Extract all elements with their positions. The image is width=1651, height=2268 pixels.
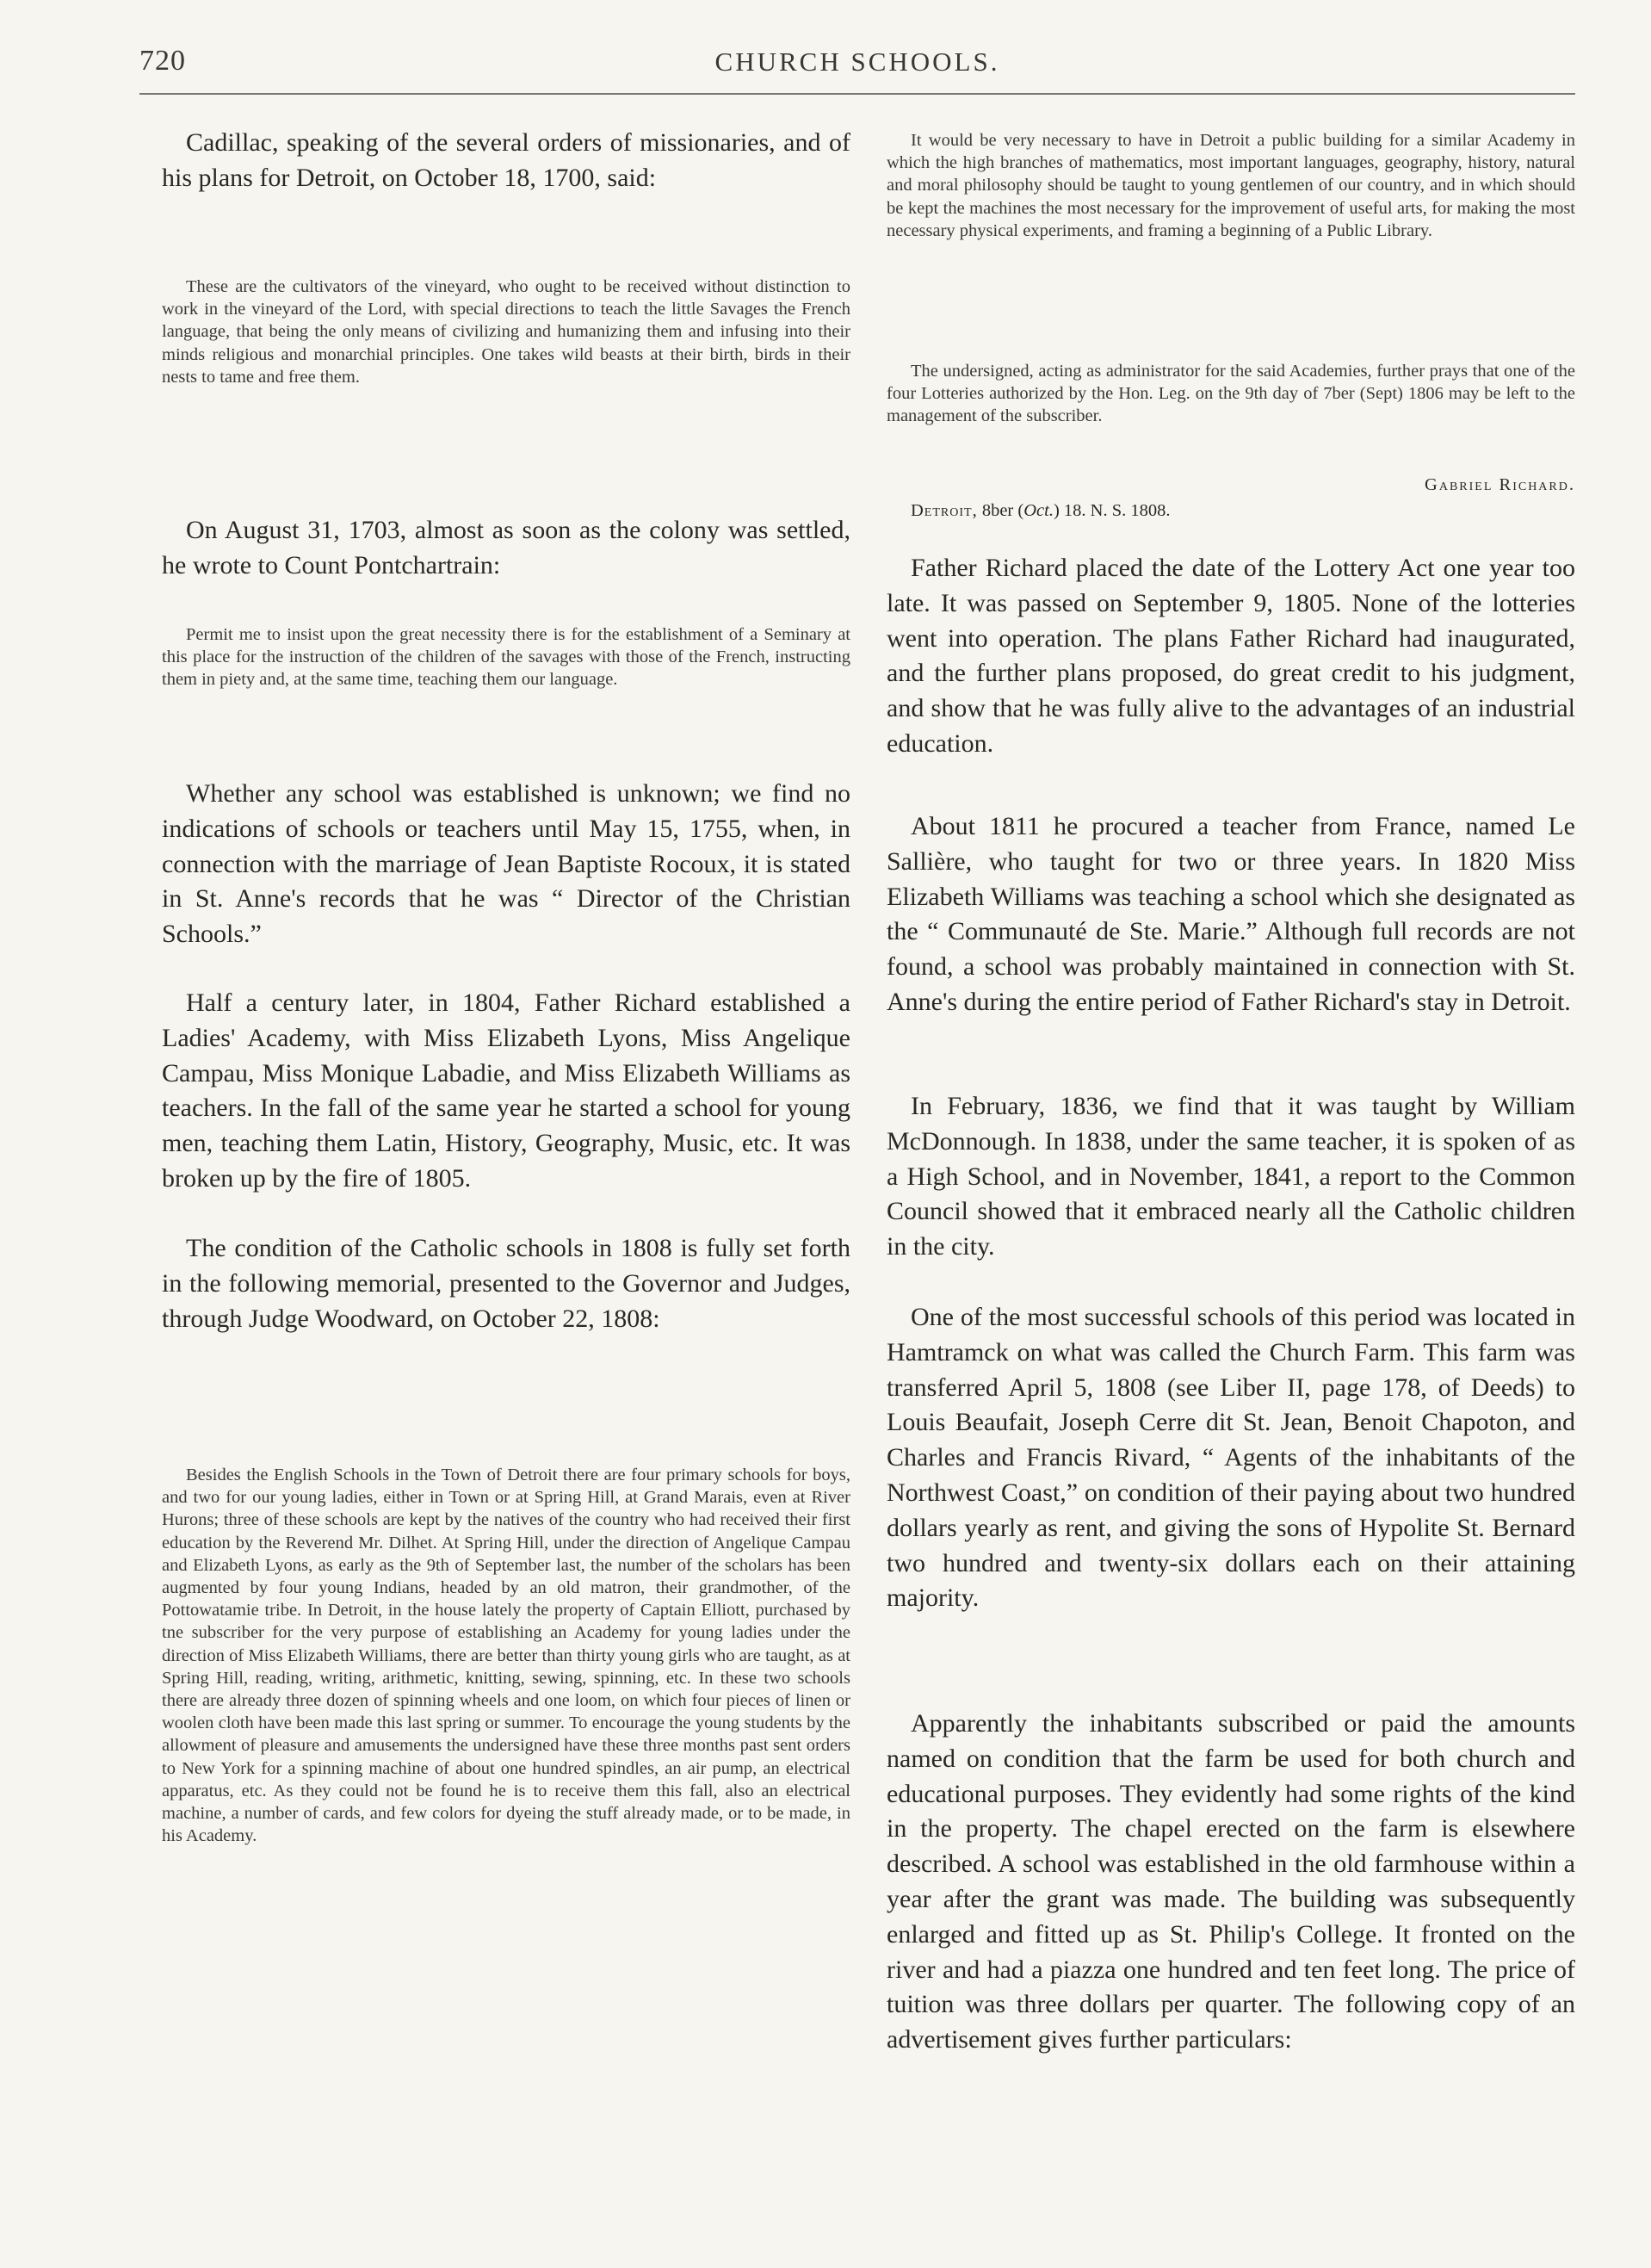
paragraph-lottery-act: Father Richard placed the date of the Lottery Act one year too late. It was passed on September 9, 1805. None of the lotteries went into operation. The plans Father Richard had inaugurated, and the further plans proposed, do great credit to his judgment, and show that he was fully alive to the advantages of an industrial education.	[887, 554, 1575, 758]
paragraph-church-farm: One of the most successful schools of this period was located in Hamtramck on what was called the Church Farm. This farm was transferred April 5, 1808 (see Liber II, page 178, of Deeds) to Louis Beaufait, Joseph Cerre dit St. Jean, Benoit Chapoton, and Charles and Francis Rivard, “ Agents of the inhabitants of the Northwest Coast,” on condition of their paying about two hundred dollars yearly as rent, and giving the sons of Hypolite St. Bernard two hundred and twenty-six dollars each on their attaining majority.	[887, 1303, 1575, 1613]
paragraph-mcdonnough: In February, 1836, we find that it was taught by William McDonnough. In 1838, under the same teacher, it is spoken of as a High School, and in November, 1841, a report to the Common Council showed that it embraced nearly all the Catholic children in the city.	[887, 1092, 1575, 1261]
quote-memorial: Besides the English Schools in the Town of Detroit there are four primary schools for boys, and two for our young ladies, either in Town or at Spring Hill, at Grand Marais, even at River Hurons; three of these schools are kept by the natives of the country who had received their first education by the Reverend Mr. Dilhet. At Spring Hill, under the direction of Angelique Campau and Elizabeth Lyons, as early as the 9th of September last, the number of the scholars has been augmented by four young Indians, headed by an old matron, their grandmother, of the Pottowatamie tribe. In Detroit, in the house lately the property of Captain Elliott, purchased by tne subscriber for the very purpose of establishing an Academy for young ladies under the direction of Miss Elizabeth Williams, there are better than thirty young girls who are taught, as at Spring Hill, reading, writing, arithmetic, knitting, sewing, spinning, etc. In these two schools there are already three dozen of spinning wheels and one loom, on which four pieces of linen or woolen cloth have been made this last spring or summer. To encourage the young students by the allowment of pleasure and amusements the undersigned have these three months past sent orders to New York for a spinning machine of about one hundred spindles, an air pump, an electrical apparatus, etc. As they could not be found he is to receive them this fall, also an electrical machine, a number of cards, and few colors for dyeing the stuff already made, or to be made, in his Academy.	[162, 1466, 850, 1846]
quote-lotteries: The undersigned, acting as administrator for the said Academies, further prays that one of the four Lotteries authorized by the Hon. Leg. on the 9th day of 7ber (Sept) 1806 may be left to the management of the subscriber.	[887, 362, 1575, 426]
running-head: CHURCH SCHOOLS.	[714, 46, 1000, 77]
page-header	[139, 45, 1575, 79]
header-rule	[139, 93, 1575, 95]
signature: Gabriel Richard.	[1425, 475, 1575, 494]
quote-public-building: It would be very necessary to have in Detroit a public building for a similar Academy in which the high branches of mathematics, most important languages, geography, history, natural and moral philosophy should be taught to young gentlemen of our country, and in which should be kept the machines the most necessary for the improvement of useful arts, for making the most necessary physical experiments, and framing a beginning of a Public Library.	[887, 131, 1575, 240]
paragraph-memorial-intro: The condition of the Catholic schools in 1808 is fully set forth in the following memorial, presented to the Governor and Judges, through Judge Woodward, on October 22, 1808:	[162, 1234, 850, 1333]
quote-seminary: Permit me to insist upon the great necessity there is for the establishment of a Seminary at this place for the instruction of the children of the savages with those of the French, instructing them in piety and, at the same time, teaching them our language.	[162, 625, 850, 690]
paragraph-ladies-academy: Half a century later, in 1804, Father Richard established a Ladies' Academy, with Miss Elizabeth Lyons, Miss Angelique Campau, Miss Monique Labadie, and Miss Elizabeth Williams as teachers. In the fall of the same year he started a school for young men, teaching them Latin, History, Geography, Music, etc. It was broken up by the fire of 1805.	[162, 988, 850, 1193]
dateline-date-a: 8ber (	[977, 501, 1024, 520]
paragraph-rocoux: Whether any school was established is unknown; we find no indications of schools or teachers until May 15, 1755, when, in connection with the marriage of Jean Baptiste Rocoux, it is stated in St. Anne's records that he was “ Director of the Christian Schools.”	[162, 779, 850, 949]
dateline-month: Oct.	[1023, 501, 1054, 520]
quote-cadillac: These are the cultivators of the vineyard, who ought to be received without distinction to work in the vineyard of the Lord, with special directions to teach the little Savages the French language, that being the only means of civilizing and humanizing them and infusing into their minds religious and monarchial principles. One takes wild beasts at their birth, birds in their nests to tame and free them.	[162, 277, 850, 387]
paragraph-cadillac: Cadillac, speaking of the several orders of missionaries, and of his plans for Detroit, on October 18, 1700, said:	[162, 128, 850, 192]
paragraph-st-philips-college: Apparently the inhabitants subscribed or paid the amounts named on condition that the farm be used for both church and educational purposes. They evidently had some rights of the kind in the property. The chapel erected on the farm is elsewhere described. A school was established in the old farmhouse within a year after the grant was made. The building was subsequently enlarged and fitted up as St. Philip's College. It fronted on the river and had a piazza one hundred and ten feet long. The price of tuition was three dollars per quarter. The following copy of an advertisement gives further particulars:	[887, 1709, 1575, 2054]
page-number: 720	[139, 45, 186, 77]
dateline-place: Detroit,	[911, 501, 978, 520]
dateline	[887, 499, 1575, 522]
dateline-date-b: ) 18. N. S. 1808.	[1053, 501, 1171, 520]
paragraph-pontchartrain: On August 31, 1703, almost as soon as the colony was settled, he wrote to Count Pontchartrain:	[162, 516, 850, 579]
paragraph-le-salliere: About 1811 he procured a teacher from France, named Le Sallière, who taught for two or three years. In 1820 Miss Elizabeth Williams was teaching a school which she designated as the “ Communauté de Ste. Marie.” Although full records are not found, a school was probably maintained in connection with St. Anne's during the entire period of Father Richard's stay in Detroit.	[887, 812, 1575, 1016]
